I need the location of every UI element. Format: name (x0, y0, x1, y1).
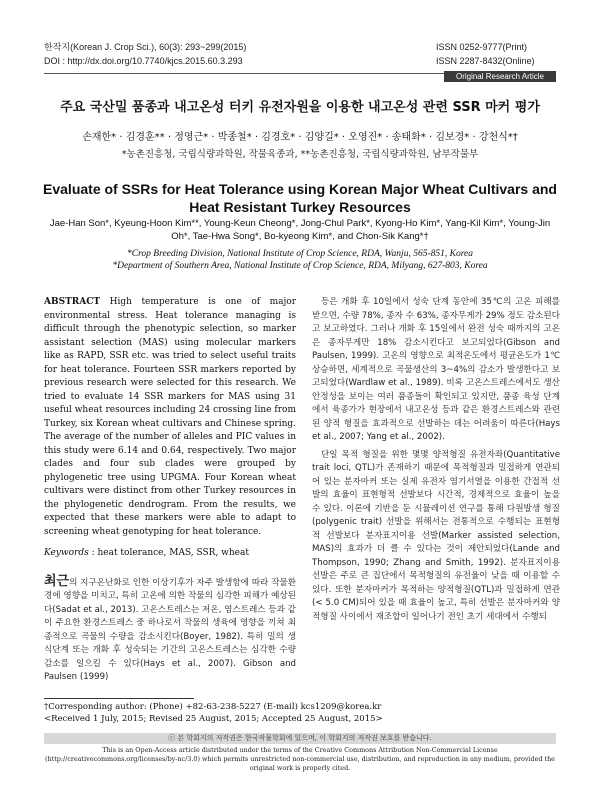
english-authors: Jae-Han Son*, Kyeung-Hoon Kim**, Young-Keun Cheong*, Jong-Chul Park*, Kyong-Ho Kim*, Yang-Kil Kim*, Young-Jin Oh*, Tae-Hwa Song*, Bo-kyeong Kim*, and Chon-Sik Kang*† (49, 218, 551, 242)
corresponding-author: †Corresponding author: (Phone) +82-63-238-5227 (E-mail) kcs1209@korea.kr (44, 702, 382, 712)
affiliation-1: *Crop Breeding Division, National Institute of Crop Science, RDA, Wanju, 565-851, Korea (126, 249, 474, 259)
english-affiliations (40, 248, 560, 272)
left-column (44, 296, 296, 685)
issn-block (436, 40, 556, 68)
introduction (44, 575, 296, 685)
issn-online: ISSN 2287-8432(Online) (436, 56, 535, 66)
right-column (312, 296, 560, 628)
korean-authors: 손재한* · 김경훈** · 정영근* · 박종철* · 김경호* · 김양길* · 오영진* · 송태화* · 김보경* · 강천식*† (82, 132, 518, 143)
keywords (44, 547, 296, 561)
footnote-rule (44, 698, 194, 699)
korean-title: 주요 국산밀 품종과 내고온성 터키 유전자원을 이용한 내고온성 관련 SSR 마커 평가 (60, 100, 540, 115)
received-dates: <Received 1 July, 2015; Revised 25 August, 2015; Accepted 25 August, 2015> (44, 714, 383, 724)
english-title: Evaluate of SSRs for Heat Tolerance using Korean Major Wheat Cultivars and Heat Resistant Turkey Resources (43, 181, 557, 215)
intro-dropcap: 최근 (44, 573, 70, 589)
journal-citation: 한작지(Korean J. Crop Sci.), 60(3): 293~299(2015) (44, 42, 247, 52)
abstract-label: ABSTRACT (44, 297, 101, 307)
license-text: This is an Open-Access article distributed under the terms of the Creative Commons Attribution Non-Commercial License (http://creativecommons.org/licenses/by-nc/3.0) which permits unrestricted non-commercial use, distribution, and reproduction in any medium, provided the original work is properly cited. (45, 746, 555, 772)
korean-affiliation: *농촌진흥청, 국립식량과학원, 작물육종과, **농촌진흥청, 국립식량과학원, 남부작물부 (121, 149, 479, 160)
affiliation-2: *Department of Southern Area, National Institute of Crop Science, RDA, Milyang, 627-803, Korea (112, 261, 488, 271)
abstract-text: High temperature is one of major environmental stress. Heat tolerance managing is difficult through the phenotypic selection, so marker assistant selection (MAS) using molecular markers like as RAPD, SSR etc. was tried to select useful traits for heat tolerance. Fourteen SSR markers reported by previous research were selected for this research. We tried to evaluate 14 SSR markers for MAS using 31 useful wheat resources including 24 crossing line from Turkey, six Korean wheat cultivars and Chinese spring. The average of the number of alleles and PIC values in this study were 6.14 and 0.64, respectively. Two major clades and four sub clades were grouped by phylogenetic tree using UPGMA. Four Korean wheat cultivars were distinct from other Turkey resources in the phylogenetic dendrogram. From the results, we expected that these markers were able to adapt to screening wheat genotyping for heat tolerance. (44, 297, 296, 537)
intro-text: 의 지구온난화로 인한 이상기후가 자주 발생함에 따라 작물환경에 영향을 미치고, 특히 고온에 의한 작물의 심각한 피해가 예상된다(Sadat et al., 2013). 고온스트레스는 저온, 염스트레스 등과 같이 주요한 환경스트레스 중 하나로서 작물의 생육에 영향을 끼쳐 최종적으로 곡물의 수량을 감소시킨다(Boyer, 1982). 특히 밀의 생식단계 또는 개화 후 성숙되는 기간의 고온스트레스는 심각한 수량 감소를 일으킬 수 있다(Hays et al., 2007). Gibson and Paulsen (1999) (44, 577, 296, 682)
keywords-label: Keywords (44, 548, 89, 558)
footnote (44, 701, 564, 725)
article-type-badge: Original Research Article (444, 71, 556, 82)
keywords-text: : heat tolerance, MAS, SSR, wheat (91, 548, 249, 558)
journal-header (44, 40, 246, 68)
paragraph-1: 등은 개화 후 10일에서 성숙 단계 동안에 35℃의 고온 피해를 받으면, 수량 78%, 종자 수 63%, 종자무게가 29% 정도 감소된다고 보고하였다. 그러나 개화 후 15일에서 완전 성숙 때까지의 고온은 종자무게만 18% 감소시킨다고 보고되었다(Gibson and Paulsen, 1999). 고온의 영향으로 최적온도에서 평균온도가 1℃ 상승하면, 세계적으로 곡물생산의 3~4%의 감소가 발생한다고 보고되었다(Wardlaw et al., 1989). 비록 고온스트레스에서도 생산안정성을 보이는 여러 품종들이 확인되고 있지만, 품종 육성 단계에서 육종가가 현장에서 내고온성 등과 같은 환경스트레스와 관련된 양적 형질을 효과적으로 선발하는 데는 어려움이 따른다(Hays et al., 2007; Yang et al., 2002). (312, 297, 560, 442)
doi-link[interactable]: DOI : http://dx.doi.org/10.7740/kjcs.2015.60.3.293 (44, 56, 243, 66)
issn-print: ISSN 0252-9777(Print) (436, 42, 528, 52)
copyright-notice: ⓒ 본 학회지의 저작권은 한국작물학회에 있으며, 이 학회지의 저작권 보호를 받습니다. (44, 733, 556, 744)
abstract (44, 296, 296, 539)
paragraph-2: 단일 목적 형질을 위한 몇몇 양적형질 유전자좌(Quantitative trait loci, QTL)가 존재하기 때문에 목적형질과 밀접하게 연관되어 있는 분자마커 또는 실제 유전자 염기서열을 이용한 간접적 선발의 효율이 표현형적 선발보다 시간적, 경제적으로 효율이 높을 수 있다. 이론에 기반을 둔 시뮬레이션 연구를 통해 다원발생 형질(polygenic trait) 선발을 위해서는 전통적으로 수행되는 표현형적 선발보다 분자표지이용 선발(Marker assisted selection, MAS)의 효과가 더 클 수 있다는 것이 제안되었다(Lande and Thompson, 1990; Zhang and Smith, 1992). 분자표지이용 선발은 주로 큰 집단에서 목적형질의 유전율이 낮을 때 이용할 수 있다. 또한 분자마커가 목적하는 양적형질(QTL)과 밀접하게 연관(< 5.0 CM)되어 있을 때 효율이 높고, 특히 선발은 분자마커와 양적형질 사이에서 재조합이 일어나기 전인 초기 세대에서 수행되 (312, 449, 560, 622)
